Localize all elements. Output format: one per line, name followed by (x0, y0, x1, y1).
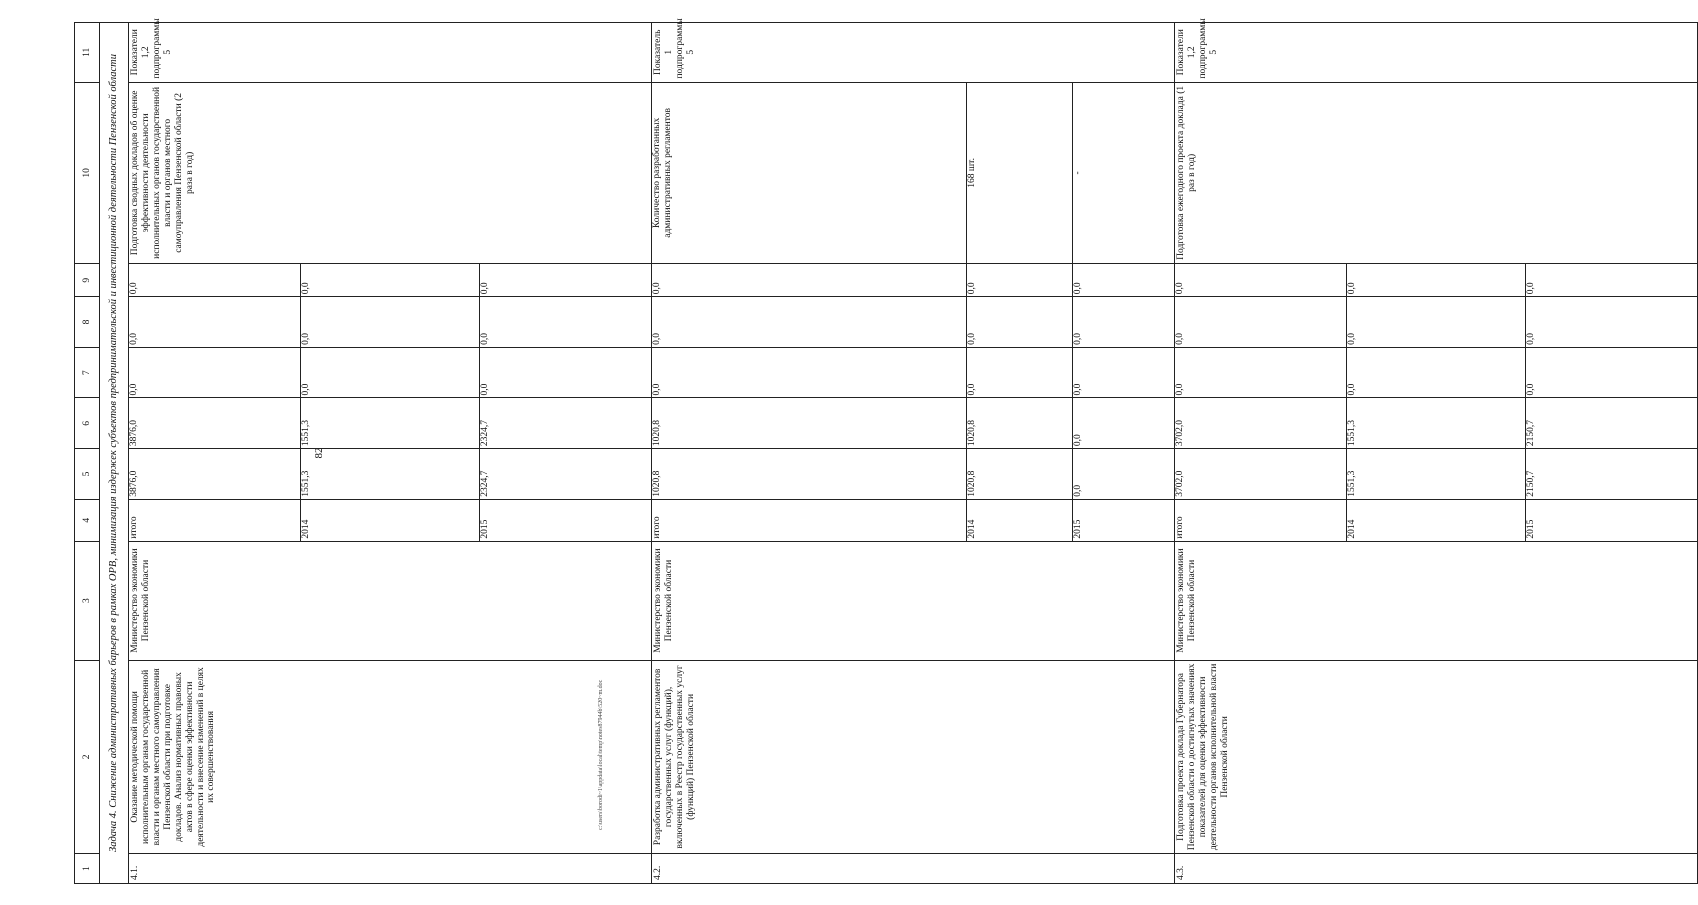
value: 2150,7 (1525, 420, 1536, 447)
value: 0,0 (479, 383, 490, 396)
task-row (100, 23, 129, 884)
value: 0,0 (966, 348, 1072, 398)
value: 1551,3 (1347, 399, 1526, 449)
value: 0,0 (301, 264, 480, 296)
row-number: 4.1. (129, 854, 652, 884)
header-cell: 5 (75, 449, 100, 500)
value: 1020,8 (966, 449, 1072, 499)
value: 1020,8 (652, 399, 966, 449)
table-row (652, 23, 1175, 884)
value: 0,0 (652, 297, 966, 347)
value: 0,0 (1072, 332, 1083, 345)
header-cell: 9 (75, 264, 100, 297)
indicator: Подготовка ежегодного проекта доклада (1 раз в год) (1175, 82, 1698, 264)
value: 3702,0 (1175, 449, 1347, 499)
value: 1020,8 (652, 449, 966, 499)
col9-cell (129, 264, 652, 297)
col9-cell (1175, 264, 1698, 297)
indicator-value: 168 шт. (966, 83, 1072, 264)
row-number: 4.2. (652, 854, 1175, 884)
col8-cell (652, 297, 1175, 348)
measure-name: Разработка административных регламентов государственных услуг (функций), включенных в Реестр государственных услуг (функций) Пензенской области (652, 660, 1175, 854)
value: 0,0 (966, 297, 1072, 347)
years-cell (129, 499, 652, 541)
value: 1551,3 (1347, 449, 1526, 499)
value: 0,0 (652, 348, 966, 398)
indicator-value: - (1072, 171, 1083, 175)
header-cell: 7 (75, 347, 100, 398)
year-label: 2014 (301, 500, 480, 541)
col5-cell (1175, 449, 1698, 500)
col6-cell (1175, 398, 1698, 449)
measure-name: Подготовка проекта доклада Губернатора Пензенской области о достигнутых значениях показателей для оценки эффективности деятельности органов исполнительной власти Пензенской области (1175, 660, 1698, 854)
header-cell: 3 (75, 541, 100, 660)
col8-cell (1175, 297, 1698, 348)
value: 2150,7 (1525, 470, 1536, 497)
value: 0,0 (1072, 484, 1083, 497)
value: 0,0 (1072, 282, 1083, 295)
year-label: 2015 (1525, 519, 1536, 539)
header-cell: 11 (75, 23, 100, 83)
indicator: Подготовка сводных докладов об оценке эффективности деятельности исполнительных органов государственной власти и органов местного самоуправления Пензенской области (2 раза в год) (129, 82, 652, 264)
value: 0,0 (1072, 434, 1083, 447)
value: 1551,3 (301, 449, 480, 499)
value: 0,0 (301, 348, 480, 398)
task-title: Задача 4. Снижение административных барьеров в рамках ОРВ, минимизация издержек субъектов предпринимательской и инвестиционной деятельности Пензенской области (100, 23, 129, 884)
value: 0,0 (479, 282, 490, 295)
col5-cell (652, 449, 1175, 500)
indicator-cell (652, 82, 1175, 264)
header-cell: 10 (75, 82, 100, 264)
table-row (1175, 23, 1698, 884)
indicator-reference: Показатель 1 подпрограммы 5 (652, 23, 1175, 83)
value: 1020,8 (966, 399, 1072, 449)
col7-cell (652, 347, 1175, 398)
col7-cell (1175, 347, 1698, 398)
header-cell: 4 (75, 499, 100, 541)
row-number: 4.3. (1175, 854, 1698, 884)
year-label: итого (1175, 500, 1347, 541)
indicator-reference: Показатели 1,2 подпрограммы 5 (129, 23, 652, 83)
value: 0,0 (1175, 264, 1347, 296)
header-cell: 2 (75, 660, 100, 854)
year-label: 2014 (1347, 500, 1526, 541)
value: 0,0 (129, 348, 301, 398)
value: 0,0 (1072, 383, 1083, 396)
value: 0,0 (1347, 348, 1526, 398)
header-cell: 6 (75, 398, 100, 449)
col9-cell (652, 264, 1175, 297)
value: 0,0 (1175, 348, 1347, 398)
value: 3702,0 (1175, 399, 1347, 449)
value: 0,0 (1525, 383, 1536, 396)
col6-cell (652, 398, 1175, 449)
years-cell (1175, 499, 1698, 541)
header-cell: 8 (75, 297, 100, 348)
value: 0,0 (1347, 264, 1526, 296)
value: 0,0 (966, 264, 1072, 296)
year-label: итого (652, 500, 966, 541)
year-label: 2015 (1072, 519, 1083, 539)
value: 0,0 (301, 297, 480, 347)
value: 0,0 (1175, 297, 1347, 347)
value: 1551,3 (301, 399, 480, 449)
value: 0,0 (1525, 332, 1536, 345)
executor: Министерство экономики Пензенской области (129, 541, 652, 660)
value: 0,0 (129, 264, 301, 296)
col7-cell (129, 347, 652, 398)
page-number: 82 (313, 447, 325, 459)
value: 0,0 (129, 297, 301, 347)
value: 0,0 (1347, 297, 1526, 347)
header-cell: 1 (75, 854, 100, 884)
footer-file-path: c:\users\borodi~1\appdata\local\temp\notes87944b\520~m.doc (598, 679, 604, 830)
indicator-reference: Показатели 1,2 подпрограммы 5 (1175, 23, 1698, 83)
executor: Министерство экономики Пензенской области (652, 541, 1175, 660)
measure-name: Оказание методической помощи исполнительным органам государственной власти и органам местного самоуправления Пензенской области при подготовке докладов. Анализ нормативных правовых актов в сфере оценки эффективности деятельности и внесение изменений в целях их совершенствования (129, 660, 652, 854)
value: 3876,0 (129, 399, 301, 449)
col8-cell (129, 297, 652, 348)
executor: Министерство экономики Пензенской области (1175, 541, 1698, 660)
year-label: 2015 (479, 519, 490, 539)
value: 2324,7 (479, 420, 490, 447)
value: 0,0 (479, 332, 490, 345)
indicator: Количество разработанных административных регламентов (652, 83, 966, 264)
value: 0,0 (1525, 282, 1536, 295)
header-row (75, 23, 100, 884)
year-label: 2014 (966, 500, 1072, 541)
program-table (74, 18, 1698, 884)
value: 2324,7 (479, 470, 490, 497)
value: 3876,0 (129, 449, 301, 499)
value: 0,0 (652, 264, 966, 296)
year-label: итого (129, 500, 301, 541)
table-row (129, 23, 652, 884)
col5-cell (129, 449, 652, 500)
col6-cell (129, 398, 652, 449)
years-cell (652, 499, 1175, 541)
